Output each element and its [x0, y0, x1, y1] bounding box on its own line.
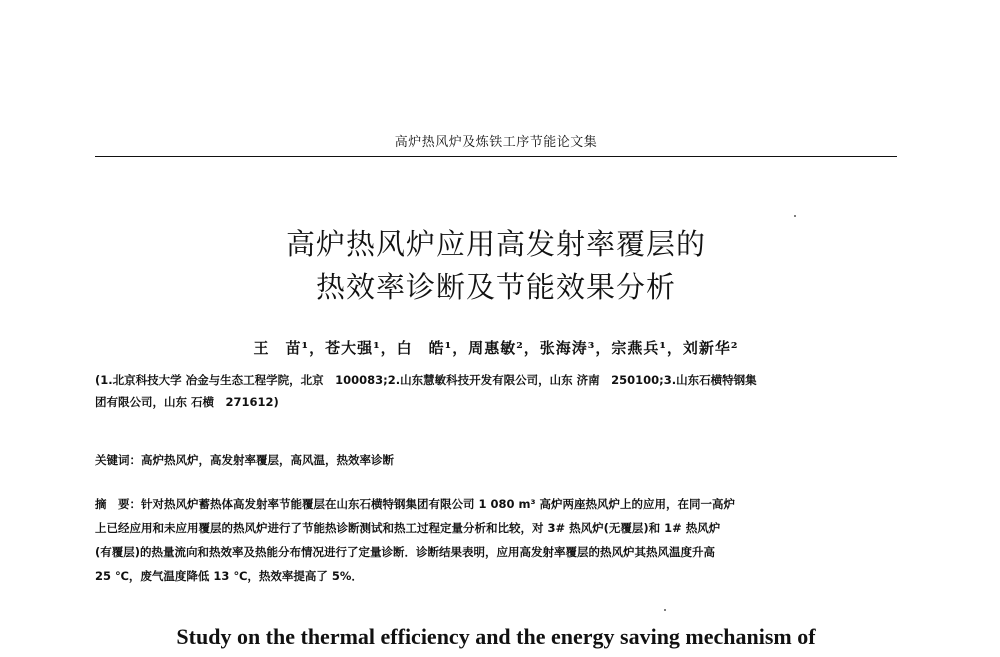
english-title: Study on the thermal efficiency and the energy saving mechanism of [176, 624, 816, 649]
scan-speck [664, 609, 666, 611]
abstract-line-3: (有覆层)的热量流向和热效率及热能分布情况进行了定量诊断．诊断结果表明，应用高发射率覆层的热风炉其热风温度升高 [95, 545, 716, 559]
abstract-line-1: 摘 要：针对热风炉蓄热体高发射率节能覆层在山东石横特钢集团有限公司 1 080 m³ 高炉两座热风炉上的应用，在同一高炉 [95, 497, 736, 511]
title-line-2: 热效率诊断及节能效果分析 [315, 270, 676, 304]
author-list: 王 苗¹，苍大强¹，白 皓¹，周惠敏²，张海涛³，宗燕兵¹，刘新华² [253, 339, 739, 357]
abstract-line-4: 25 ℃，废气温度降低 13 ℃，热效率提高了 5%． [95, 569, 363, 583]
abstract-line-2: 上已经应用和未应用覆层的热风炉进行了节能热诊断测试和热工过程定量分析和比较，对 3# 热风炉(无覆层)和 1# 热风炉 [95, 521, 721, 535]
running-head: 高炉热风炉及炼铁工序节能论文集 [394, 135, 598, 150]
scan-speck [794, 215, 796, 217]
affiliation-line-2: 团有限公司，山东 石横 271612) [95, 395, 279, 409]
title-line-1: 高炉热风炉应用高发射率覆层的 [285, 227, 706, 261]
header-rule [95, 156, 897, 157]
keywords: 关键词：高炉热风炉，高发射率覆层，高风温，热效率诊断 [95, 453, 394, 467]
affiliation-line-1: (1.北京科技大学 冶金与生态工程学院，北京 100083;2.山东慧敏科技开发有限公司，山东 济南 250100;3.山东石横特钢集 [95, 373, 757, 387]
